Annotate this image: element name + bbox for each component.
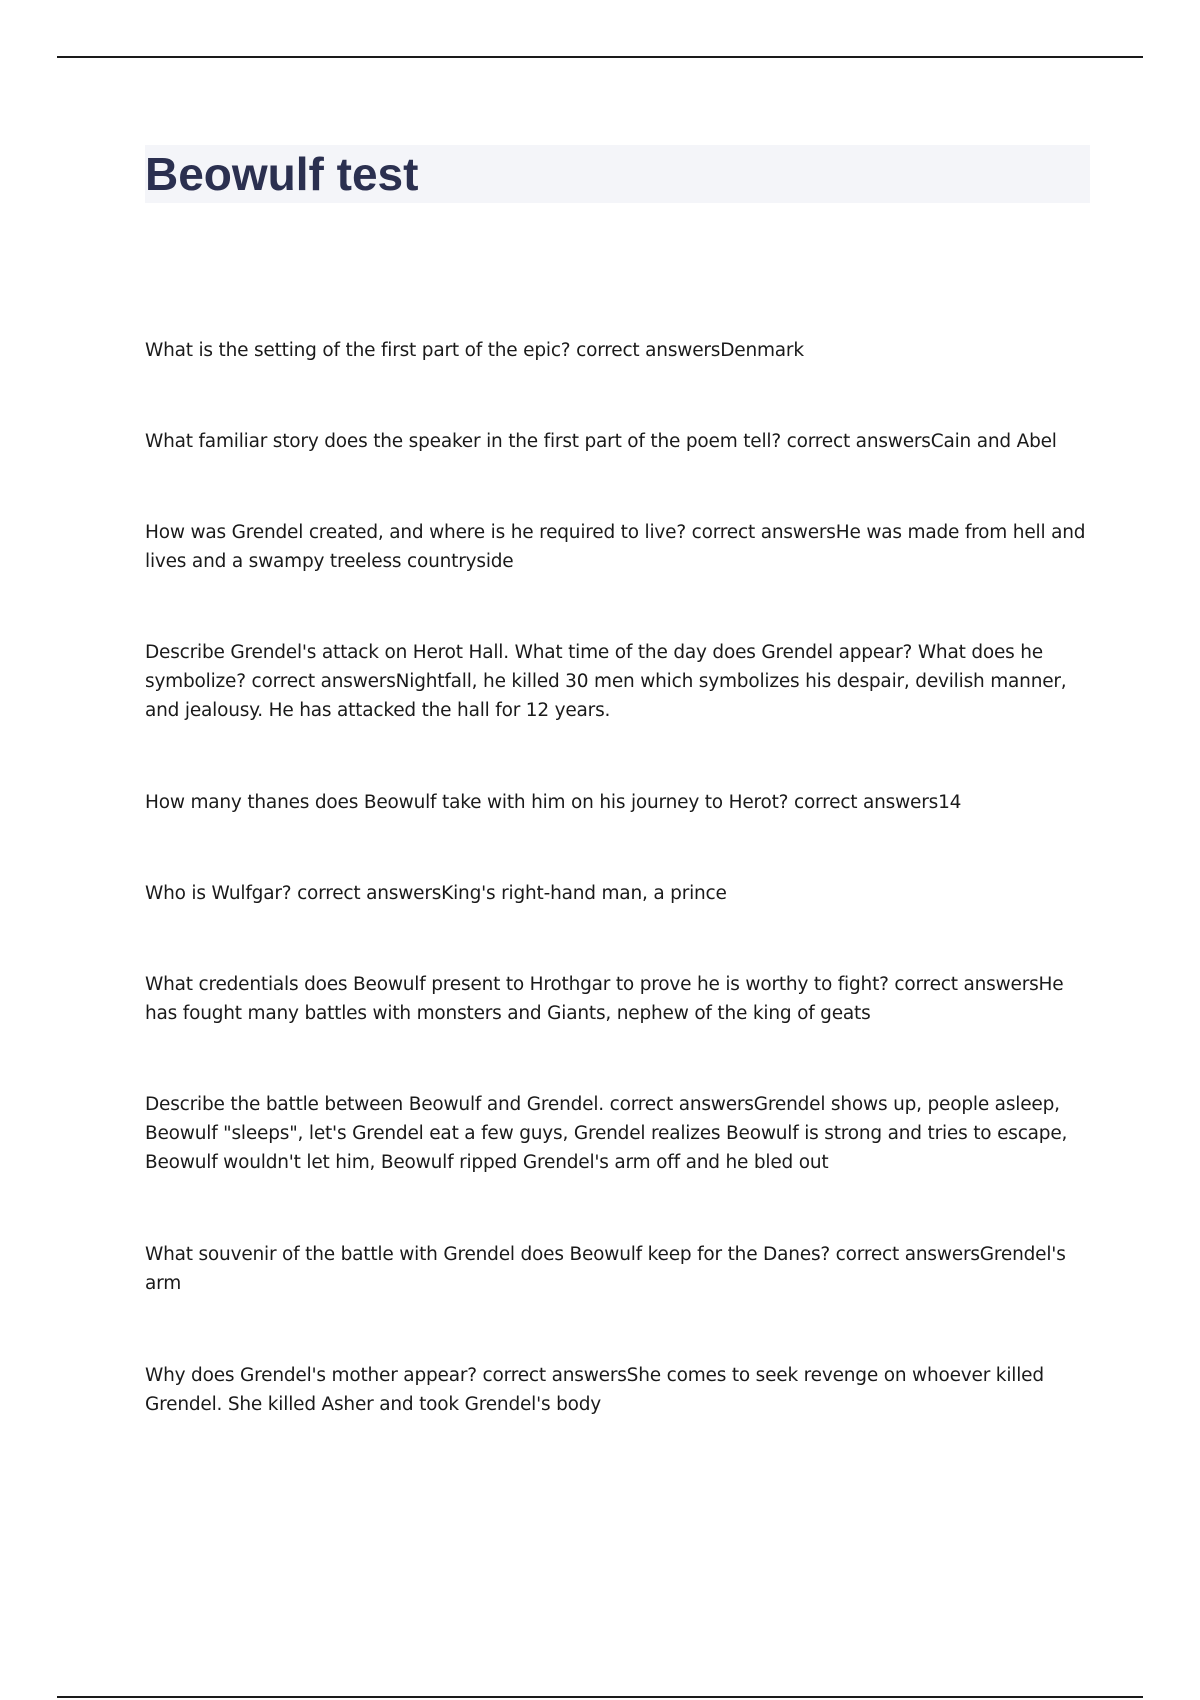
question-item: Describe the battle between Beowulf and Grendel. correct answersGrendel shows up, people asleep, Beowulf "sleeps", let's Grendel eat a few guys, Grendel realizes Beowulf is strong and tries to escape, Beowulf wouldn't let him, Beowulf ripped Grendel's arm off and he bled out — [145, 1094, 1068, 1173]
question-item: How many thanes does Beowulf take with him on his journey to Herot? correct answers14 — [145, 792, 962, 813]
top-divider — [57, 56, 1143, 58]
bottom-divider — [57, 1696, 1143, 1698]
question-item: What credentials does Beowulf present to Hrothgar to prove he is worthy to fight? correct answersHe has fought many battles with monsters and Giants, nephew of the king of geats — [145, 974, 1064, 1024]
question-item: Who is Wulfgar? correct answersKing's right-hand man, a prince — [145, 883, 727, 904]
page-title: Beowulf test — [145, 148, 419, 200]
question-item: How was Grendel created, and where is he required to live? correct answersHe was made from hell and lives and a swampy treeless countryside — [145, 522, 1086, 572]
question-item: Describe Grendel's attack on Herot Hall. What time of the day does Grendel appear? What does he symbolize? correct answersNightfall, he killed 30 men which symbolizes his despair, devilish manner, and jealousy. He has attacked the hall for 12 years. — [145, 642, 1067, 721]
question-item: What is the setting of the first part of the epic? correct answersDenmark — [145, 340, 804, 361]
question-item: What familiar story does the speaker in the first part of the poem tell? correct answersCain and Abel — [145, 431, 1057, 452]
question-item: What souvenir of the battle with Grendel does Beowulf keep for the Danes? correct answersGrendel's arm — [145, 1244, 1066, 1294]
question-item: Why does Grendel's mother appear? correct answersShe comes to seek revenge on whoever killed Grendel. She killed Asher and took Grendel's body — [145, 1365, 1044, 1415]
